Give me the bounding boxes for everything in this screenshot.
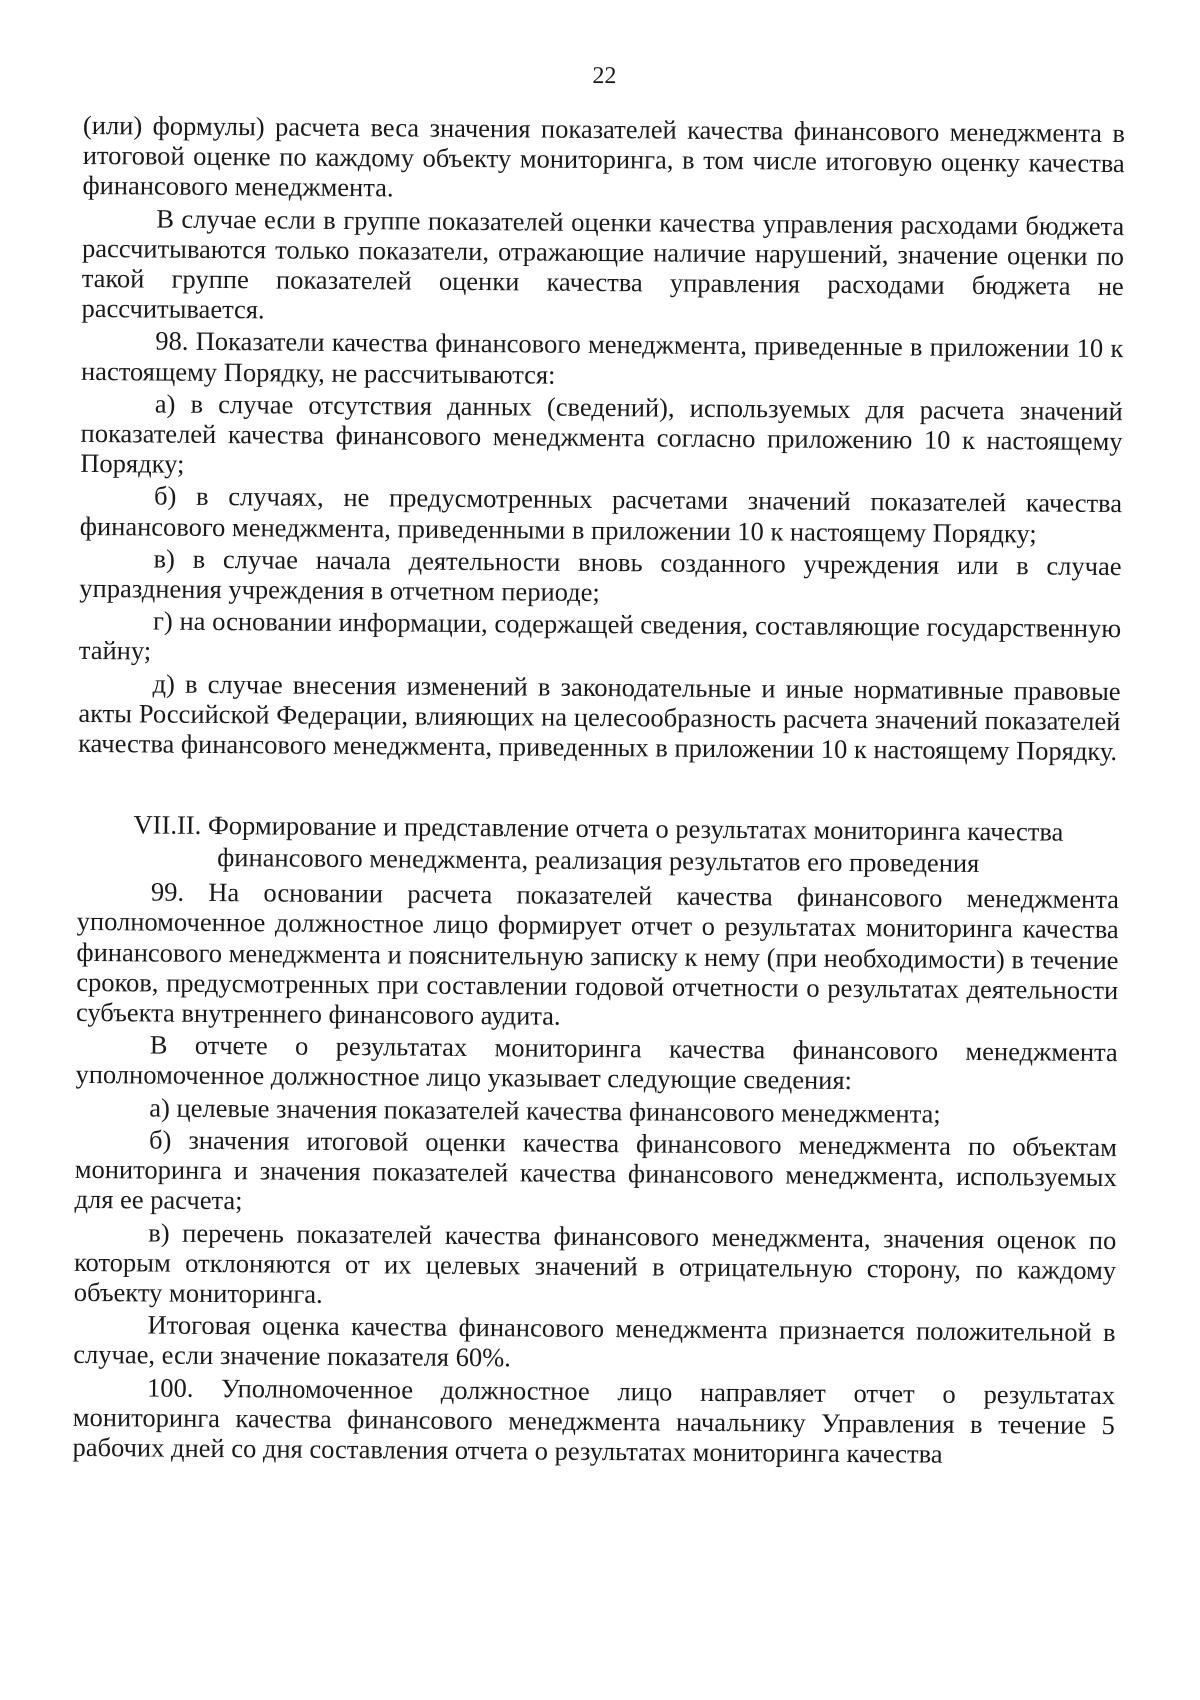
paragraph-100: 100. Уполномоченное должностное лицо направляет отчет о результатах мониторинга качества финансового менеджмента начальнику Управления в течение 5 рабочих дней со дня составления отчета о результатах мониторинга качества	[72, 1372, 1116, 1469]
paragraph-report-contents: В отчете о результатах мониторинга качества финансового менеджмента уполномоченное должностное лицо указывает следующие сведения:	[75, 1029, 1118, 1096]
section-heading-line: VII.II. Формирование и представление отчета о результатах мониторинга качества	[133, 809, 1064, 847]
paragraph-report-v: в) перечень показателей качества финансового менеджмента, значения оценок по которым отклоняются от их целевых значений в отрицательную сторону, по каждому объекту мониторинга.	[73, 1216, 1117, 1309]
paragraph-98-b: б) в случаях, не предусмотренных расчетами значений показателей качества финансового менеджмента, приведенными в приложении 10 к настоящему Порядку;	[79, 480, 1123, 549]
paragraph-report-b: б) значения итоговой оценки качества финансового менеджмента по объектам мониторинга и значения показателей качества финансового менеджмента, используемых для ее расчета;	[74, 1124, 1118, 1216]
paragraph-98-a: а) в случае отсутствия данных (сведений), используемых для расчета значений показателей качества финансового менеджмента согласно приложению 10 к настоящему Порядку;	[80, 388, 1123, 479]
page-number: 22	[592, 62, 617, 90]
paragraph-continuation: (или) формулы) расчета веса значения показателей качества финансового менеджмента в итоговой оценке по каждому объекту мониторинга, в том числе итоговую оценку качества финансового менеджмента.	[82, 109, 1126, 203]
paragraph-99: 99. На основании расчета показателей качества финансового менеджмента уполномоченное должностное лицо формирует отчет о результатах мониторинга качества финансового менеджмента и пояснительную записку к нему (при необходимости) в течение сроков, предусмотренных при составлении годовой отчетности о результатах деятельности субъекта внутреннего финансового аудита.	[75, 876, 1120, 1031]
section-heading-line: финансового менеджмента, реализация результатов его проведения	[217, 842, 980, 879]
paragraph-98: 98. Показатели качества финансового менеджмента, приведенные в приложении 10 к настоящему Порядку, не рассчитываются:	[80, 325, 1124, 390]
section-heading	[77, 808, 1119, 880]
paragraph-98-g: г) на основании информации, содержащей сведения, составляющие государственную тайну;	[78, 605, 1122, 666]
paragraph-final-assessment: Итоговая оценка качества финансового менеджмента признается положительной в случае, если значение показателя 60%.	[73, 1309, 1116, 1373]
paragraph-report-a: а) целевые значения показателей качества финансового менеджмента;	[149, 1092, 941, 1129]
paragraph-expense-group: В случае если в группе показателей оценки качества управления расходами бюджета рассчитываются только показатели, отражающие наличие нарушений, значение оценки по такой группе показателей оценки качества управления расходами бюджета не рассчитывается.	[81, 203, 1125, 325]
paragraph-98-v: в) в случае начала деятельности вновь созданного учреждения или в случае упразднения учреждения в отчетном периоде;	[79, 543, 1122, 608]
paragraph-98-d: д) в случае внесения изменений в законодательные и иные нормативные правовые акты Российской Федерации, влияющих на целесообразность расчета значений показателей качества финансового менеджмента, приведенных в приложении 10 к настоящему Порядку.	[78, 668, 1121, 767]
